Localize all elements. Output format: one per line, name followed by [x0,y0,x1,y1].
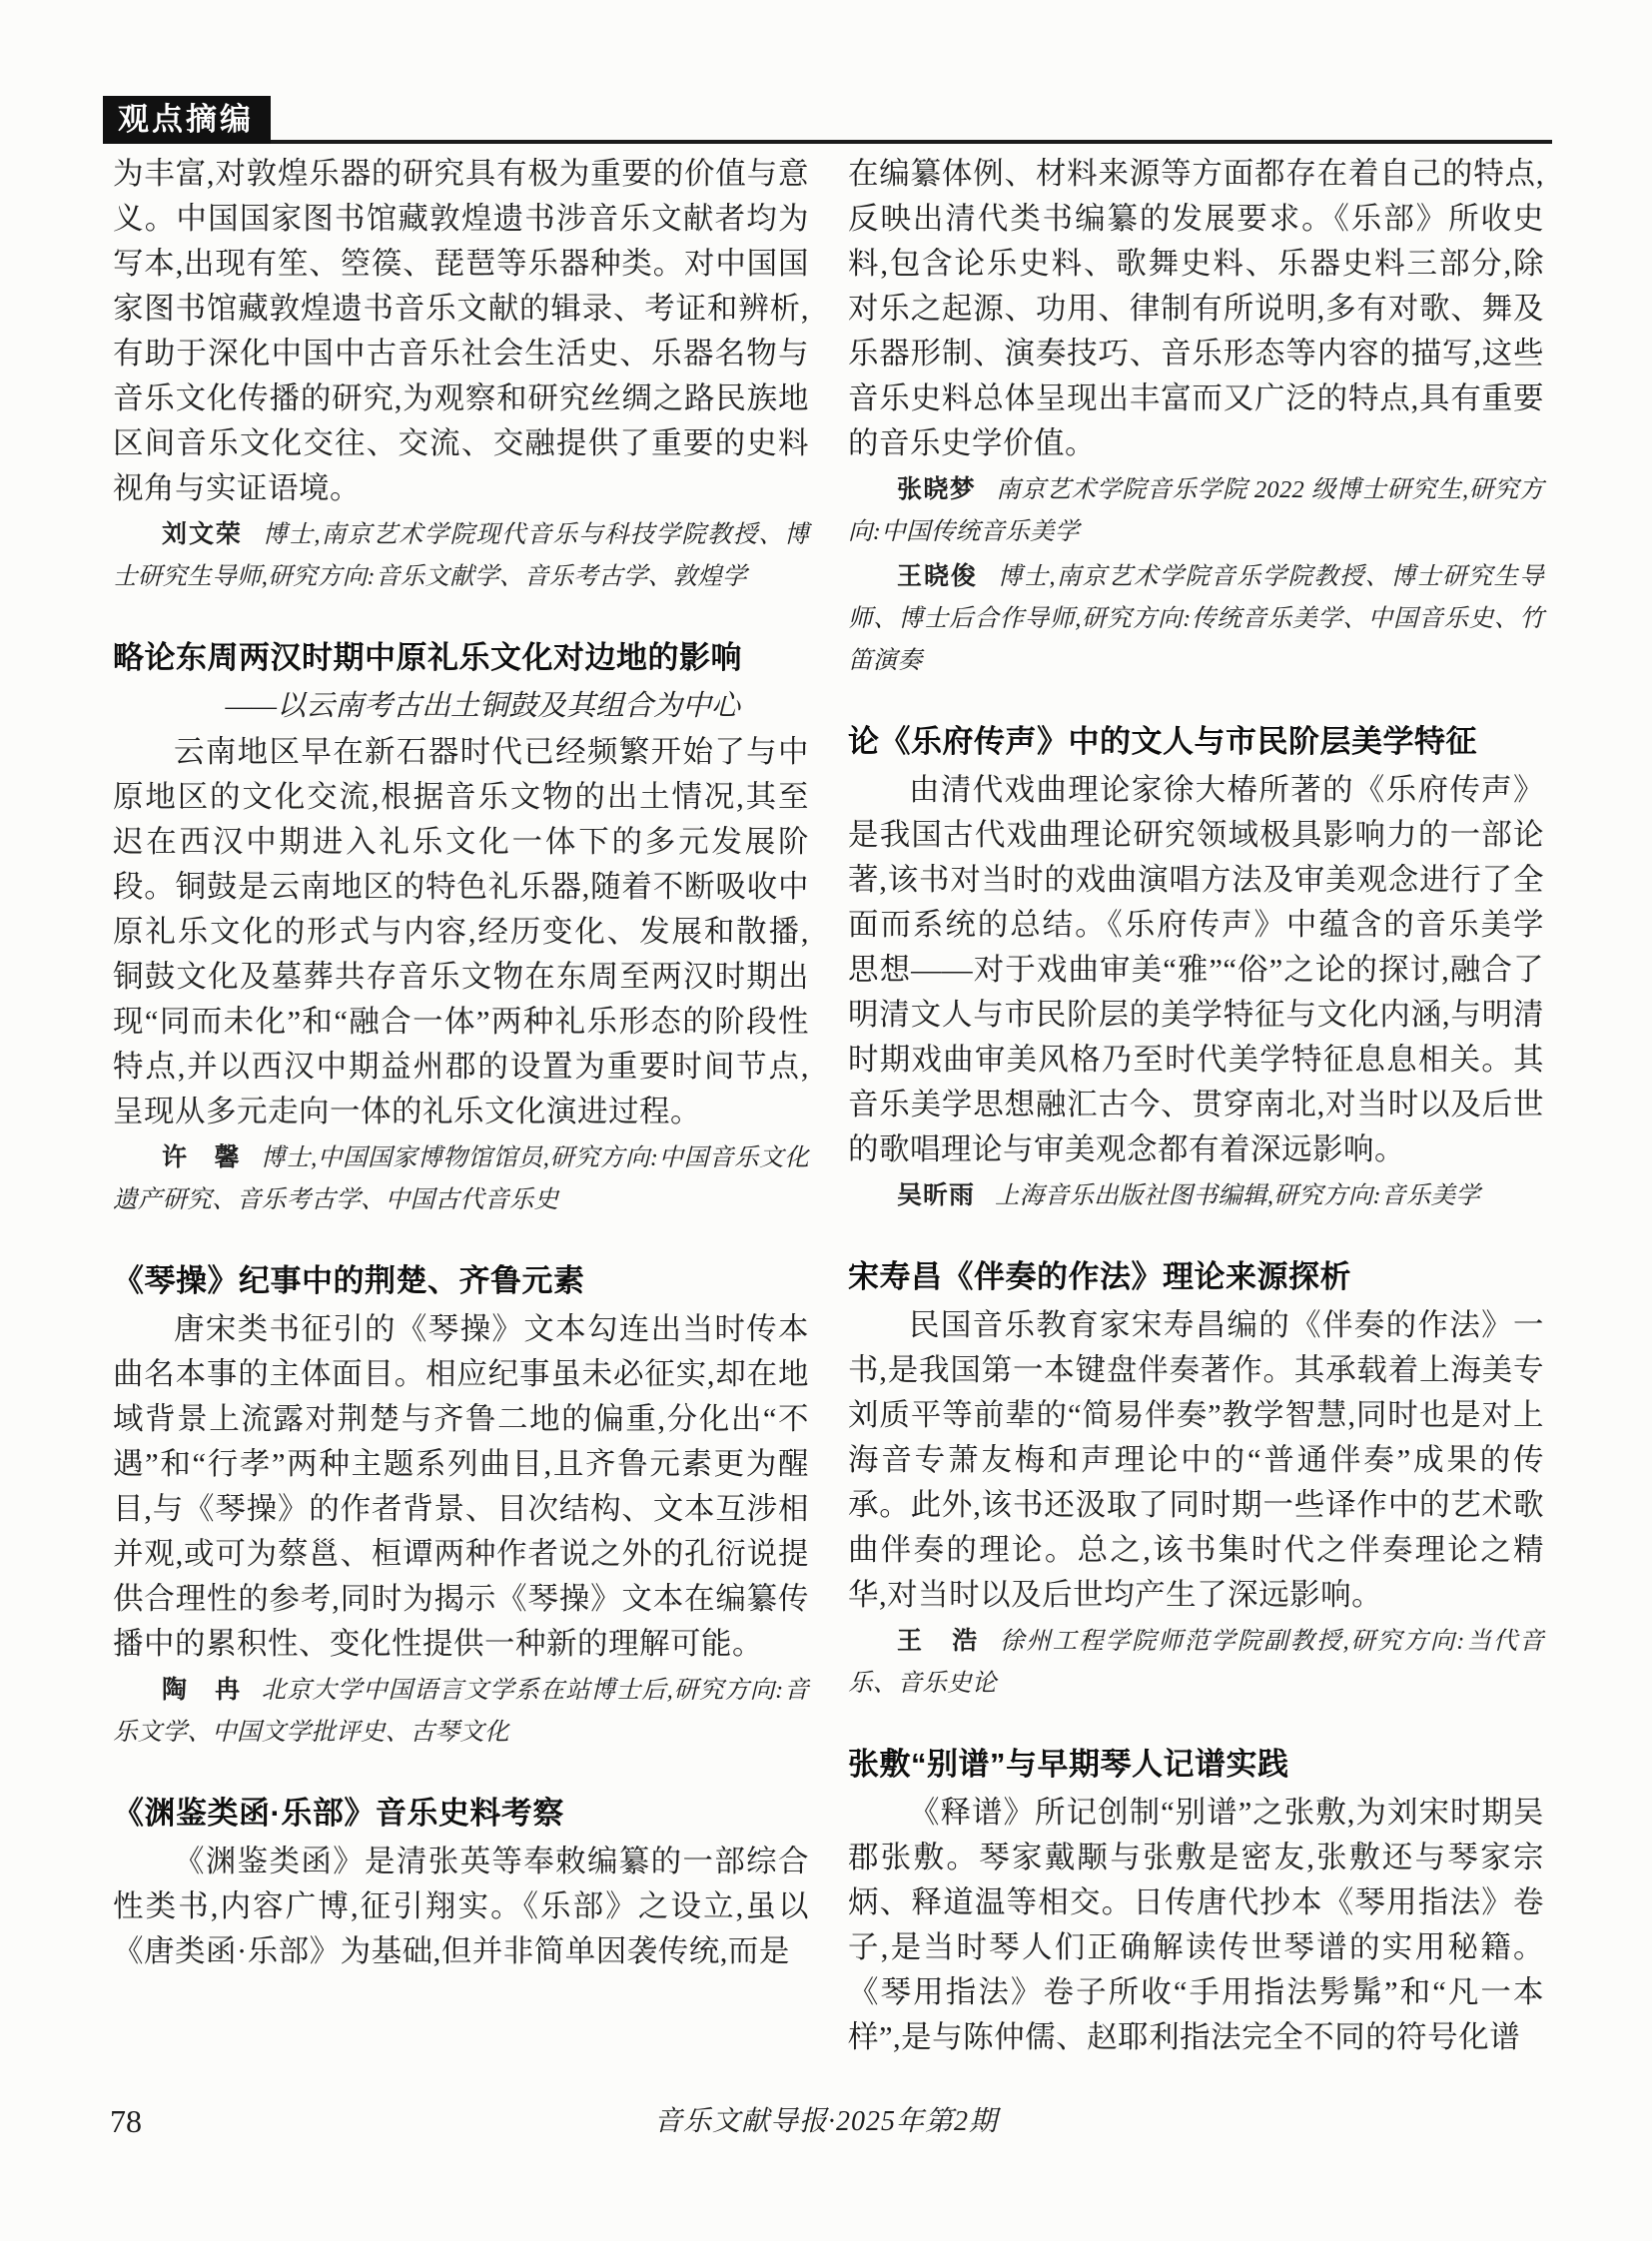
abstract-paragraph: 唐宋类书征引的《琴操》文本勾连出当时传本曲名本事的主体面目。相应纪事虽未必征实,却在地域背景上流露对荆楚与齐鲁二地的偏重,分化出“不遇”和“行孝”两种主题系列曲目,且齐鲁元素更为醒目,与《琴操》的作者背景、目次结构、文本互涉相并观,或可为蔡邕、桓谭两种作者说之外的孔衍说提供合理性的参考,同时为揭示《琴操》文本在编纂传播中的累积性、变化性提供一种新的理解可能。 [113,1312,809,1661]
author-line [848,1174,1544,1217]
section-label: 观点摘编 [103,96,271,144]
author-name: 王晓俊 [897,562,978,590]
author-line [113,513,809,598]
author-affiliation: 博士,中国国家博物馆馆员,研究方向:中国音乐文化遗产研究、音乐考古学、中国古代音乐史 [113,1144,809,1213]
author-affiliation: 徐州工程学院师范学院副教授,研究方向:当代音乐、音乐史论 [848,1628,1544,1697]
article-subtitle: ——以云南考古出土铜鼓及其组合为中心 [225,690,741,722]
abstract-paragraph: 民国音乐教育家宋寿昌编的《伴奏的作法》一书,是我国第一本键盘伴奏著作。其承载着上海美专刘质平等前辈的“简易伴奏”教学智慧,同时也是对上海音专萧友梅和声理论中的“普通伴奏”成果的传承。此外,该书还汲取了同时期一些译作中的艺术歌曲伴奏的理论。总之,该书集时代之伴奏理论之精华,对当时以及后世均产生了深远影响。 [848,1308,1544,1612]
two-column-layout [113,152,1544,2060]
abstract-paragraph: 《释谱》所记创制“别谱”之张敷,为刘宋时期吴郡张敷。琴家戴颙与张敷是密友,张敷还与琴家宗炳、释道温等相交。日传唐代抄本《琴用指法》卷子,是当时琴人们正确解读传世琴谱的实用秘籍。《琴用指法》卷子所收“手用指法髣髴”和“凡一本样”,是与陈仲儒、赵耶利指法完全不同的符号化谱 [848,1796,1544,2054]
author-line [848,1620,1544,1705]
left-column [113,152,809,2060]
article-title: 《琴操》纪事中的荆楚、齐鲁元素 [113,1263,585,1298]
right-column [848,152,1544,2060]
page-header-rule [103,94,1552,144]
abstract-paragraph: 《渊鉴类函》是清张英等奉敕编纂的一部综合性类书,内容广博,征引翔实。《乐部》之设立,虽以《唐类函·乐部》为基础,但并非简单因袭传统,而是 [113,1845,809,1968]
author-affiliation: 博士,南京艺术学院音乐学院教授、博士研究生导师、博士后合作导师,研究方向:传统音乐美学、中国音乐史、竹笛演奏 [848,563,1544,674]
article-title: 《渊鉴类函·乐部》音乐史料考察 [113,1796,564,1831]
author-name: 王 浩 [897,1627,980,1655]
abstract-paragraph: 由清代戏曲理论家徐大椿所著的《乐府传声》是我国古代戏曲理论研究领域极具影响力的一部论著,该书对当时的戏曲演唱方法及审美观念进行了全面而系统的总结。《乐府传声》中蕴含的音乐美学思想——对于戏曲审美“雅”“俗”之论的探讨,融合了明清文人与市民阶层的美学特征与文化内涵,与明清时期戏曲审美风格乃至时代美学特征息息相关。其音乐美学思想融汇古今、贯穿南北,对当时以及后世的歌唱理论与审美观念都有着深远影响。 [848,773,1544,1166]
author-name: 张晓梦 [897,475,977,503]
author-name: 陶 冉 [162,1676,242,1704]
abstract-paragraph: 在编纂体例、材料来源等方面都存在着自己的特点,反映出清代类书编纂的发展要求。《乐部》所收史料,包含论乐史料、歌舞史料、乐器史料三部分,除对乐之起源、功用、律制有所说明,多有对歌、舞及乐器形制、演奏技巧、音乐形态等内容的描写,这些音乐史料总体呈现出丰富而又广泛的特点,具有重要的音乐史学价值。 [848,157,1544,460]
article-title: 论《乐府传声》中的文人与市民阶层美学特征 [848,724,1477,759]
author-affiliation: 上海音乐出版社图书编辑,研究方向:音乐美学 [995,1182,1481,1209]
author-name: 许 馨 [162,1143,241,1171]
author-line [848,468,1544,553]
page-footer [0,2101,1652,2151]
author-affiliation: 北京大学中国语言文学系在站博士后,研究方向:音乐文学、中国文学批评史、古琴文化 [113,1677,809,1746]
author-affiliation: 博士,南京艺术学院现代音乐与科技学院教授、博士研究生导师,研究方向:音乐文献学、音乐考古学、敦煌学 [113,521,809,590]
author-line [113,1136,809,1221]
author-line [848,555,1544,682]
author-name: 吴昕雨 [897,1181,976,1209]
abstract-paragraph: 为丰富,对敦煌乐器的研究具有极为重要的价值与意义。中国国家图书馆藏敦煌遗书涉音乐文献者均为写本,出现有笙、箜篌、琵琶等乐器种类。对中国国家图书馆藏敦煌遗书音乐文献的辑录、考证和辨析,有助于深化中国中古音乐社会生活史、乐器名物与音乐文化传播的研究,为观察和研究丝绸之路民族地区间音乐文化交往、交流、交融提供了重要的史料视角与实证语境。 [113,157,809,505]
author-affiliation: 南京艺术学院音乐学院 2022 级博士研究生,研究方向:中国传统音乐美学 [848,476,1544,545]
author-line [113,1669,809,1754]
abstract-paragraph: 云南地区早在新石器时代已经频繁开始了与中原地区的文化交流,根据音乐文物的出土情况,其至迟在西汉中期进入礼乐文化一体下的多元发展阶段。铜鼓是云南地区的特色礼乐器,随着不断吸收中原礼乐文化的形式与内容,经历变化、发展和散播,铜鼓文化及墓葬共存音乐文物在东周至两汉时期出现“同而未化”和“融合一体”两种礼乐形态的阶段性特点,并以西汉中期益州郡的设置为重要时间节点,呈现从多元走向一体的礼乐文化演进过程。 [113,735,809,1128]
author-name: 刘文荣 [162,520,243,548]
article-title: 张敷“别谱”与早期琴人记谱实践 [848,1747,1289,1782]
journal-name: 音乐文献导报·2025年第2期 [653,2106,998,2137]
article-title: 略论东周两汉时期中原礼乐文化对边地的影响 [113,640,742,675]
article-title: 宋寿昌《伴奏的作法》理论来源探析 [848,1259,1351,1294]
page-number: 78 [110,2103,142,2139]
